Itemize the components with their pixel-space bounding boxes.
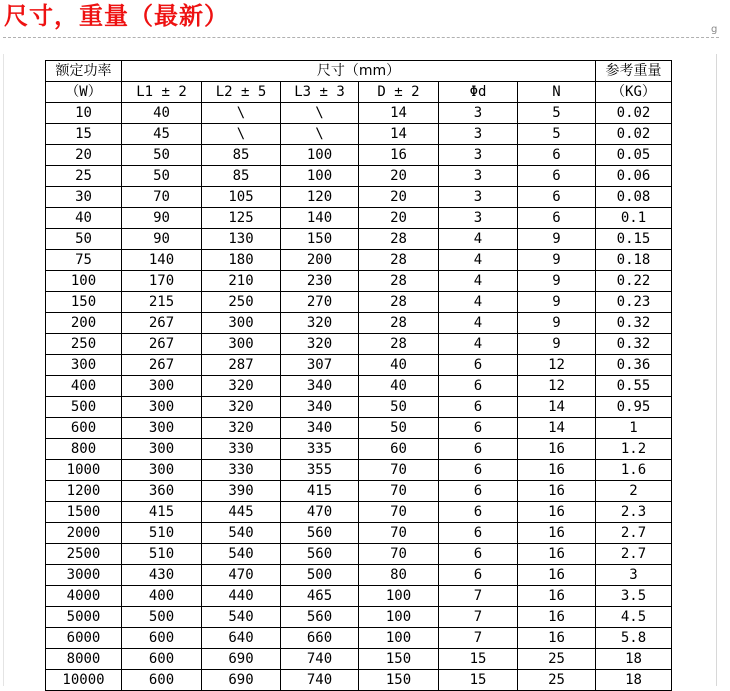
d-cell: 50 bbox=[359, 397, 439, 418]
weight-cell: 0.23 bbox=[596, 292, 672, 313]
d-cell: 28 bbox=[359, 229, 439, 250]
phi-d-cell: 7 bbox=[439, 586, 518, 607]
table-row bbox=[46, 397, 672, 418]
phi-d-cell: 6 bbox=[439, 397, 518, 418]
l1-cell: 50 bbox=[122, 145, 202, 166]
page-title: 尺寸，重量（最新） bbox=[4, 1, 229, 30]
d-cell: 40 bbox=[359, 376, 439, 397]
l1-cell: 360 bbox=[122, 481, 202, 502]
n-cell: 5 bbox=[518, 124, 596, 145]
power-cell: 20 bbox=[46, 145, 122, 166]
weight-cell: 0.08 bbox=[596, 187, 672, 208]
power-cell: 200 bbox=[46, 313, 122, 334]
l3-cell: 100 bbox=[281, 145, 359, 166]
d-cell: 80 bbox=[359, 565, 439, 586]
l2-cell: 300 bbox=[202, 313, 281, 334]
phi-d-cell: 4 bbox=[439, 271, 518, 292]
weight-cell: 0.06 bbox=[596, 166, 672, 187]
table-row bbox=[46, 124, 672, 145]
power-cell: 400 bbox=[46, 376, 122, 397]
l3-cell: 270 bbox=[281, 292, 359, 313]
phi-d-cell: 4 bbox=[439, 334, 518, 355]
n-cell: 6 bbox=[518, 166, 596, 187]
table-row bbox=[46, 250, 672, 271]
d-cell: 14 bbox=[359, 124, 439, 145]
n-cell: 9 bbox=[518, 334, 596, 355]
n-cell: 9 bbox=[518, 292, 596, 313]
l2-cell: 320 bbox=[202, 418, 281, 439]
table-row bbox=[46, 187, 672, 208]
n-cell: 14 bbox=[518, 418, 596, 439]
header-row-2 bbox=[46, 82, 672, 103]
n-cell: 9 bbox=[518, 229, 596, 250]
l2-cell: 320 bbox=[202, 397, 281, 418]
power-cell: 6000 bbox=[46, 628, 122, 649]
weight-cell: 18 bbox=[596, 649, 672, 670]
l3-cell: \ bbox=[281, 103, 359, 124]
l1-cell: 215 bbox=[122, 292, 202, 313]
power-cell: 4000 bbox=[46, 586, 122, 607]
n-cell: 16 bbox=[518, 502, 596, 523]
n-cell: 9 bbox=[518, 271, 596, 292]
l1-cell: 40 bbox=[122, 103, 202, 124]
l2-cell: 470 bbox=[202, 565, 281, 586]
table-row bbox=[46, 565, 672, 586]
power-cell: 10000 bbox=[46, 670, 122, 691]
power-cell: 50 bbox=[46, 229, 122, 250]
power-cell: 15 bbox=[46, 124, 122, 145]
phi-d-cell: 6 bbox=[439, 418, 518, 439]
table-row bbox=[46, 481, 672, 502]
l1-cell: 600 bbox=[122, 628, 202, 649]
table-row bbox=[46, 523, 672, 544]
phi-d-cell: 6 bbox=[439, 502, 518, 523]
d-cell: 100 bbox=[359, 607, 439, 628]
phi-d-cell: 6 bbox=[439, 460, 518, 481]
weight-cell: 0.55 bbox=[596, 376, 672, 397]
n-cell: 5 bbox=[518, 103, 596, 124]
phi-d-cell: 4 bbox=[439, 250, 518, 271]
weight-cell: 3 bbox=[596, 565, 672, 586]
l3-cell: 340 bbox=[281, 418, 359, 439]
weight-cell: 0.32 bbox=[596, 334, 672, 355]
table-row bbox=[46, 628, 672, 649]
l1-cell: 90 bbox=[122, 229, 202, 250]
power-cell: 600 bbox=[46, 418, 122, 439]
power-cell: 300 bbox=[46, 355, 122, 376]
l1-cell: 300 bbox=[122, 460, 202, 481]
n-cell: 14 bbox=[518, 397, 596, 418]
l2-cell: 287 bbox=[202, 355, 281, 376]
power-cell: 2500 bbox=[46, 544, 122, 565]
sheet-gridline-right bbox=[716, 54, 717, 686]
title-divider bbox=[3, 37, 719, 38]
d-cell: 28 bbox=[359, 334, 439, 355]
power-cell: 150 bbox=[46, 292, 122, 313]
phi-d-cell: 4 bbox=[439, 229, 518, 250]
l2-cell: 130 bbox=[202, 229, 281, 250]
power-cell: 1200 bbox=[46, 481, 122, 502]
d-cell: 28 bbox=[359, 271, 439, 292]
l3-cell: 560 bbox=[281, 607, 359, 628]
phi-d-cell: 4 bbox=[439, 292, 518, 313]
l2-cell: 640 bbox=[202, 628, 281, 649]
l2-cell: 690 bbox=[202, 670, 281, 691]
col-header-phi-d: Φd bbox=[439, 82, 518, 103]
phi-d-cell: 3 bbox=[439, 187, 518, 208]
power-cell: 3000 bbox=[46, 565, 122, 586]
n-cell: 25 bbox=[518, 649, 596, 670]
l1-cell: 600 bbox=[122, 670, 202, 691]
l1-cell: 267 bbox=[122, 334, 202, 355]
l2-cell: 300 bbox=[202, 334, 281, 355]
l1-cell: 400 bbox=[122, 586, 202, 607]
l3-cell: 470 bbox=[281, 502, 359, 523]
weight-cell: 2.3 bbox=[596, 502, 672, 523]
phi-d-cell: 3 bbox=[439, 145, 518, 166]
l2-cell: 440 bbox=[202, 586, 281, 607]
d-cell: 40 bbox=[359, 355, 439, 376]
l1-cell: 510 bbox=[122, 523, 202, 544]
l3-cell: 560 bbox=[281, 544, 359, 565]
col-header-d: D ± 2 bbox=[359, 82, 439, 103]
n-cell: 9 bbox=[518, 313, 596, 334]
d-cell: 14 bbox=[359, 103, 439, 124]
weight-cell: 0.32 bbox=[596, 313, 672, 334]
l3-cell: 340 bbox=[281, 397, 359, 418]
sheet-gridline-left bbox=[3, 54, 4, 686]
unit-weight: （KG） bbox=[596, 82, 672, 103]
n-cell: 25 bbox=[518, 670, 596, 691]
l2-cell: 540 bbox=[202, 544, 281, 565]
l3-cell: \ bbox=[281, 124, 359, 145]
n-cell: 16 bbox=[518, 565, 596, 586]
n-cell: 16 bbox=[518, 460, 596, 481]
power-cell: 25 bbox=[46, 166, 122, 187]
l3-cell: 307 bbox=[281, 355, 359, 376]
col-header-l2: L2 ± 5 bbox=[202, 82, 281, 103]
d-cell: 20 bbox=[359, 187, 439, 208]
l2-cell: 85 bbox=[202, 166, 281, 187]
l3-cell: 500 bbox=[281, 565, 359, 586]
weight-cell: 0.95 bbox=[596, 397, 672, 418]
power-cell: 5000 bbox=[46, 607, 122, 628]
l3-cell: 465 bbox=[281, 586, 359, 607]
l3-cell: 320 bbox=[281, 334, 359, 355]
table-row bbox=[46, 649, 672, 670]
n-cell: 16 bbox=[518, 439, 596, 460]
l2-cell: 320 bbox=[202, 376, 281, 397]
phi-d-cell: 7 bbox=[439, 607, 518, 628]
l2-cell: 180 bbox=[202, 250, 281, 271]
table-row bbox=[46, 229, 672, 250]
d-cell: 70 bbox=[359, 460, 439, 481]
phi-d-cell: 6 bbox=[439, 523, 518, 544]
l1-cell: 170 bbox=[122, 271, 202, 292]
table-row bbox=[46, 292, 672, 313]
table-row bbox=[46, 544, 672, 565]
n-cell: 16 bbox=[518, 628, 596, 649]
l3-cell: 140 bbox=[281, 208, 359, 229]
l2-cell: 690 bbox=[202, 649, 281, 670]
phi-d-cell: 3 bbox=[439, 124, 518, 145]
l3-cell: 355 bbox=[281, 460, 359, 481]
l2-cell: 540 bbox=[202, 607, 281, 628]
l3-cell: 100 bbox=[281, 166, 359, 187]
power-cell: 250 bbox=[46, 334, 122, 355]
l3-cell: 200 bbox=[281, 250, 359, 271]
l1-cell: 600 bbox=[122, 649, 202, 670]
l3-cell: 320 bbox=[281, 313, 359, 334]
table-body bbox=[46, 103, 672, 691]
l1-cell: 300 bbox=[122, 376, 202, 397]
table-row bbox=[46, 439, 672, 460]
weight-cell: 1.2 bbox=[596, 439, 672, 460]
phi-d-cell: 6 bbox=[439, 481, 518, 502]
weight-cell: 2.7 bbox=[596, 523, 672, 544]
phi-d-cell: 3 bbox=[439, 103, 518, 124]
n-cell: 16 bbox=[518, 586, 596, 607]
d-cell: 150 bbox=[359, 649, 439, 670]
table-row bbox=[46, 376, 672, 397]
n-cell: 6 bbox=[518, 145, 596, 166]
l3-cell: 740 bbox=[281, 649, 359, 670]
d-cell: 70 bbox=[359, 523, 439, 544]
l2-cell: 330 bbox=[202, 439, 281, 460]
l2-cell: 125 bbox=[202, 208, 281, 229]
power-cell: 1500 bbox=[46, 502, 122, 523]
phi-d-cell: 7 bbox=[439, 628, 518, 649]
l2-cell: 210 bbox=[202, 271, 281, 292]
weight-cell: 1.6 bbox=[596, 460, 672, 481]
corner-mark: g bbox=[711, 24, 718, 35]
l2-cell: 330 bbox=[202, 460, 281, 481]
weight-cell: 1 bbox=[596, 418, 672, 439]
col-header-l1: L1 ± 2 bbox=[122, 82, 202, 103]
l1-cell: 510 bbox=[122, 544, 202, 565]
weight-cell: 0.22 bbox=[596, 271, 672, 292]
phi-d-cell: 6 bbox=[439, 544, 518, 565]
l3-cell: 740 bbox=[281, 670, 359, 691]
table-row bbox=[46, 670, 672, 691]
l1-cell: 70 bbox=[122, 187, 202, 208]
l2-cell: \ bbox=[202, 124, 281, 145]
l3-cell: 120 bbox=[281, 187, 359, 208]
d-cell: 28 bbox=[359, 250, 439, 271]
table-row bbox=[46, 334, 672, 355]
weight-cell: 5.8 bbox=[596, 628, 672, 649]
col-header-l3: L3 ± 3 bbox=[281, 82, 359, 103]
weight-cell: 0.05 bbox=[596, 145, 672, 166]
spec-table bbox=[45, 60, 672, 691]
d-cell: 70 bbox=[359, 481, 439, 502]
power-cell: 2000 bbox=[46, 523, 122, 544]
l1-cell: 45 bbox=[122, 124, 202, 145]
table-row bbox=[46, 607, 672, 628]
l2-cell: 250 bbox=[202, 292, 281, 313]
weight-cell: 0.18 bbox=[596, 250, 672, 271]
n-cell: 16 bbox=[518, 607, 596, 628]
n-cell: 16 bbox=[518, 481, 596, 502]
l3-cell: 660 bbox=[281, 628, 359, 649]
weight-cell: 3.5 bbox=[596, 586, 672, 607]
d-cell: 28 bbox=[359, 313, 439, 334]
l1-cell: 300 bbox=[122, 397, 202, 418]
power-cell: 75 bbox=[46, 250, 122, 271]
power-cell: 30 bbox=[46, 187, 122, 208]
table-row bbox=[46, 586, 672, 607]
power-cell: 500 bbox=[46, 397, 122, 418]
table-row bbox=[46, 208, 672, 229]
d-cell: 150 bbox=[359, 670, 439, 691]
l2-cell: 390 bbox=[202, 481, 281, 502]
l1-cell: 90 bbox=[122, 208, 202, 229]
l3-cell: 230 bbox=[281, 271, 359, 292]
l1-cell: 300 bbox=[122, 418, 202, 439]
n-cell: 16 bbox=[518, 523, 596, 544]
l2-cell: 85 bbox=[202, 145, 281, 166]
table-row bbox=[46, 355, 672, 376]
phi-d-cell: 15 bbox=[439, 670, 518, 691]
l3-cell: 415 bbox=[281, 481, 359, 502]
unit-power: （W） bbox=[46, 82, 122, 103]
weight-cell: 2 bbox=[596, 481, 672, 502]
power-cell: 1000 bbox=[46, 460, 122, 481]
power-cell: 40 bbox=[46, 208, 122, 229]
header-size: 尺寸（mm） bbox=[122, 61, 596, 82]
weight-cell: 0.02 bbox=[596, 103, 672, 124]
l1-cell: 50 bbox=[122, 166, 202, 187]
weight-cell: 0.36 bbox=[596, 355, 672, 376]
power-cell: 100 bbox=[46, 271, 122, 292]
table-row bbox=[46, 460, 672, 481]
n-cell: 6 bbox=[518, 187, 596, 208]
l1-cell: 415 bbox=[122, 502, 202, 523]
phi-d-cell: 6 bbox=[439, 439, 518, 460]
table-row bbox=[46, 103, 672, 124]
l2-cell: 105 bbox=[202, 187, 281, 208]
table-row bbox=[46, 145, 672, 166]
n-cell: 12 bbox=[518, 355, 596, 376]
d-cell: 60 bbox=[359, 439, 439, 460]
phi-d-cell: 6 bbox=[439, 376, 518, 397]
l3-cell: 340 bbox=[281, 376, 359, 397]
d-cell: 16 bbox=[359, 145, 439, 166]
d-cell: 20 bbox=[359, 208, 439, 229]
weight-cell: 2.7 bbox=[596, 544, 672, 565]
col-header-n: N bbox=[518, 82, 596, 103]
d-cell: 100 bbox=[359, 628, 439, 649]
weight-cell: 0.1 bbox=[596, 208, 672, 229]
power-cell: 10 bbox=[46, 103, 122, 124]
d-cell: 28 bbox=[359, 292, 439, 313]
n-cell: 6 bbox=[518, 208, 596, 229]
d-cell: 70 bbox=[359, 502, 439, 523]
header-row-1 bbox=[46, 61, 672, 82]
l1-cell: 267 bbox=[122, 355, 202, 376]
l2-cell: 445 bbox=[202, 502, 281, 523]
d-cell: 70 bbox=[359, 544, 439, 565]
l1-cell: 300 bbox=[122, 439, 202, 460]
n-cell: 9 bbox=[518, 250, 596, 271]
header-power: 额定功率 bbox=[46, 61, 122, 82]
table-row bbox=[46, 271, 672, 292]
l3-cell: 335 bbox=[281, 439, 359, 460]
header-weight: 参考重量 bbox=[596, 61, 672, 82]
n-cell: 16 bbox=[518, 544, 596, 565]
table-row bbox=[46, 166, 672, 187]
l1-cell: 140 bbox=[122, 250, 202, 271]
phi-d-cell: 4 bbox=[439, 313, 518, 334]
l2-cell: 540 bbox=[202, 523, 281, 544]
phi-d-cell: 3 bbox=[439, 208, 518, 229]
n-cell: 12 bbox=[518, 376, 596, 397]
weight-cell: 0.02 bbox=[596, 124, 672, 145]
l1-cell: 500 bbox=[122, 607, 202, 628]
l1-cell: 267 bbox=[122, 313, 202, 334]
l3-cell: 150 bbox=[281, 229, 359, 250]
l1-cell: 430 bbox=[122, 565, 202, 586]
weight-cell: 18 bbox=[596, 670, 672, 691]
phi-d-cell: 6 bbox=[439, 565, 518, 586]
power-cell: 800 bbox=[46, 439, 122, 460]
table-row bbox=[46, 418, 672, 439]
d-cell: 20 bbox=[359, 166, 439, 187]
table-row bbox=[46, 313, 672, 334]
table-row bbox=[46, 502, 672, 523]
d-cell: 50 bbox=[359, 418, 439, 439]
phi-d-cell: 15 bbox=[439, 649, 518, 670]
phi-d-cell: 6 bbox=[439, 355, 518, 376]
weight-cell: 0.15 bbox=[596, 229, 672, 250]
weight-cell: 4.5 bbox=[596, 607, 672, 628]
phi-d-cell: 3 bbox=[439, 166, 518, 187]
power-cell: 8000 bbox=[46, 649, 122, 670]
d-cell: 100 bbox=[359, 586, 439, 607]
l2-cell: \ bbox=[202, 103, 281, 124]
l3-cell: 560 bbox=[281, 523, 359, 544]
